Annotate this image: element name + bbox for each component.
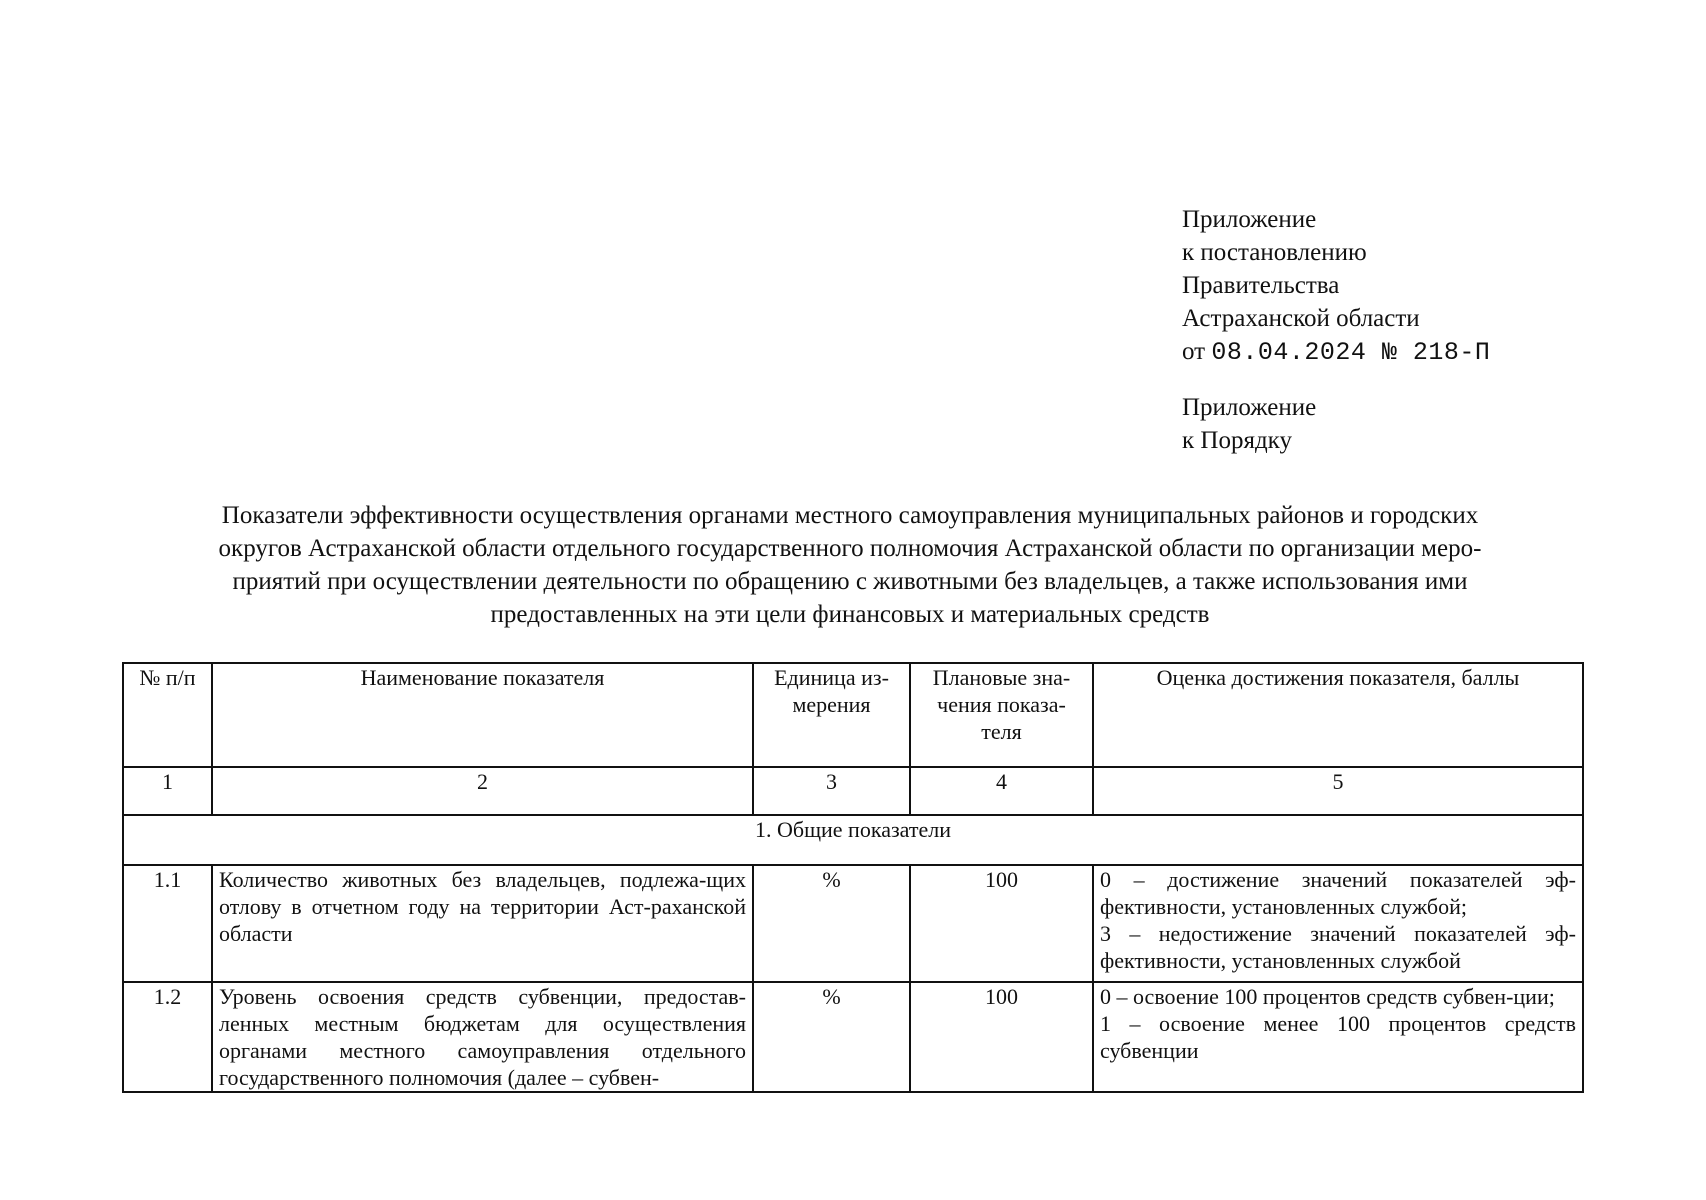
- header-number: № п/п: [123, 663, 212, 767]
- column-number: 5: [1093, 767, 1583, 815]
- section-row: [123, 815, 1583, 865]
- title-line: округов Астраханской области отдельного государственного полномочия Астраханской области по организации меро-: [218, 535, 1482, 562]
- section-title: 1. Общие показатели: [123, 815, 1583, 865]
- appendix-line: Правительства: [1182, 272, 1340, 299]
- sub-appendix-line: Приложение: [1182, 394, 1317, 421]
- score-line: 1 – освоение менее 100 процентов средств субвенции: [1100, 1011, 1576, 1063]
- indicator-name: Уровень освоения средств субвенции, предостав-ленных местным бюджетам для осуществления органами местного самоуправления отдельного государственного полномочия (далее – субвен-: [212, 982, 753, 1092]
- appendix-block: [1182, 203, 1490, 457]
- table-header-row: [123, 663, 1583, 767]
- appendix-line: к постановлению: [1182, 239, 1367, 266]
- score-line: 0 – освоение 100 процентов средств субвен-ции;: [1100, 984, 1555, 1009]
- unit: %: [753, 865, 910, 982]
- appendix-date-line: [1182, 335, 1490, 369]
- score-line: 3 – недостижение значений показателей эф-фективности, установленных службой: [1100, 921, 1576, 973]
- row-number: 1.1: [123, 865, 212, 982]
- score-cell: [1093, 865, 1583, 982]
- plan-value: 100: [910, 865, 1093, 982]
- indicator-name: Количество животных без владельцев, подлежа-щих отлову в отчетном году на территории Аст-раханской области: [212, 865, 753, 982]
- column-number: 3: [753, 767, 910, 815]
- column-number: 4: [910, 767, 1093, 815]
- header-indicator-name: Наименование показателя: [212, 663, 753, 767]
- appendix-line: Астраханской области: [1182, 305, 1420, 332]
- date-prefix: от: [1182, 338, 1206, 365]
- date-stamp: 08.04.2024 № 218-П: [1211, 338, 1491, 367]
- title-line: предоставленных на эти цели финансовых и материальных средств: [490, 601, 1210, 628]
- row-number: 1.2: [123, 982, 212, 1092]
- title-line: приятий при осуществлении деятельности по обращению с животными без владельцев, а также использования ими: [232, 568, 1468, 595]
- sub-appendix-line: к Порядку: [1182, 427, 1292, 454]
- table-row: [123, 982, 1583, 1092]
- table-row: [123, 865, 1583, 982]
- appendix-line: Приложение: [1182, 206, 1317, 233]
- indicators-table: [122, 662, 1584, 1093]
- unit: %: [753, 982, 910, 1092]
- plan-value: 100: [910, 982, 1093, 1092]
- score-cell: [1093, 982, 1583, 1092]
- title-line: Показатели эффективности осуществления органами местного самоуправления муниципальных районов и городских: [221, 502, 1479, 529]
- header-plan-value: Плановые зна-чения показа-теля: [910, 663, 1093, 767]
- document-title: [110, 499, 1590, 631]
- column-number-row: [123, 767, 1583, 815]
- column-number: 2: [212, 767, 753, 815]
- header-score: Оценка достижения показателя, баллы: [1093, 663, 1583, 767]
- score-line: 0 – достижение значений показателей эф-фективности, установленных службой;: [1100, 867, 1576, 919]
- column-number: 1: [123, 767, 212, 815]
- header-unit: Единица из-мерения: [753, 663, 910, 767]
